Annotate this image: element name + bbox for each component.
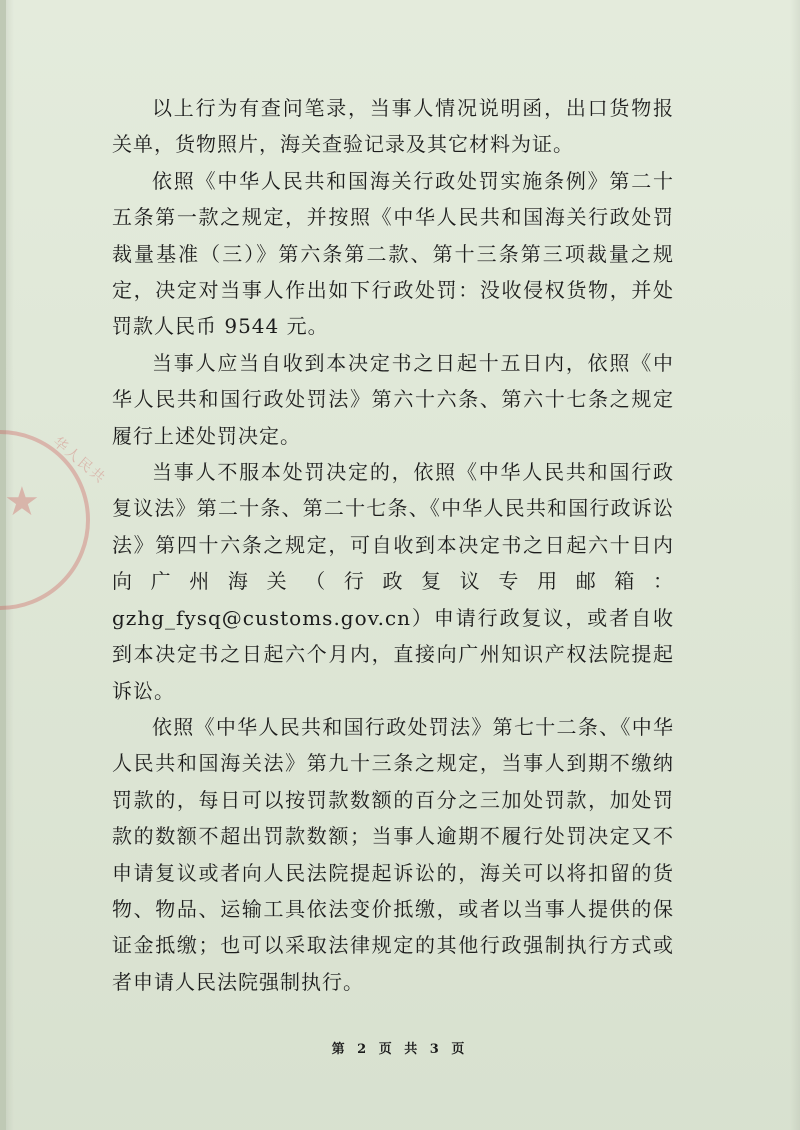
document-body (112, 90, 674, 1000)
star-icon: ★ (4, 479, 40, 525)
paragraph-payment-deadline: 当事人应当自收到本决定书之日起十五日内，依照《中华人民共和国行政处罚法》第六十六条、第六十七条之规定履行上述处罚决定。 (112, 350, 674, 448)
seal-text: 华人民共 (49, 434, 110, 488)
paragraph-penalty-basis: 依照《中华人民共和国海关行政处罚实施条例》第二十五条第一款之规定，并按照《中华人民共和国海关行政处罚裁量基准（三）》第六条第二款、第十三条第三项裁量之规定，决定对当事人作出如下行政处罚：没收侵权货物，并处罚款人民币 9544 元。 (112, 168, 674, 339)
paragraph-evidence: 以上行为有查问笔录，当事人情况说明函，出口货物报关单，货物照片，海关查验记录及其它材料为证。 (112, 96, 674, 157)
paragraph-appeal-rights: 当事人不服本处罚决定的，依照《中华人民共和国行政复议法》第二十条、第二十七条、《中华人民共和国行政诉讼法》第四十六条之规定，可自收到本决定书之日起六十日内向广州海关（行政复议专用邮箱：gzhg_fysq@customs.gov.cn）申请行政复议，或者自收到本决定书之日起六个月内，直接向广州知识产权法院提起诉讼。 (112, 460, 674, 703)
page-number: 第 2 页 共 3 页 (331, 1042, 469, 1057)
paragraph-enforcement: 依照《中华人民共和国行政处罚法》第七十二条、《中华人民共和国海关法》第九十三条之规定，当事人到期不缴纳罚款的，每日可以按罚款数额的百分之三加处罚款，加处罚款的数额不超出罚款数额；当事人逾期不履行处罚决定又不申请复议或者向人民法院提起诉讼的，海关可以将扣留的货物、物品、运输工具依法变价抵缴，或者以当事人提供的保证金抵缴；也可以采取法律规定的其他行政强制执行方式或者申请人民法院强制执行。 (112, 714, 674, 994)
